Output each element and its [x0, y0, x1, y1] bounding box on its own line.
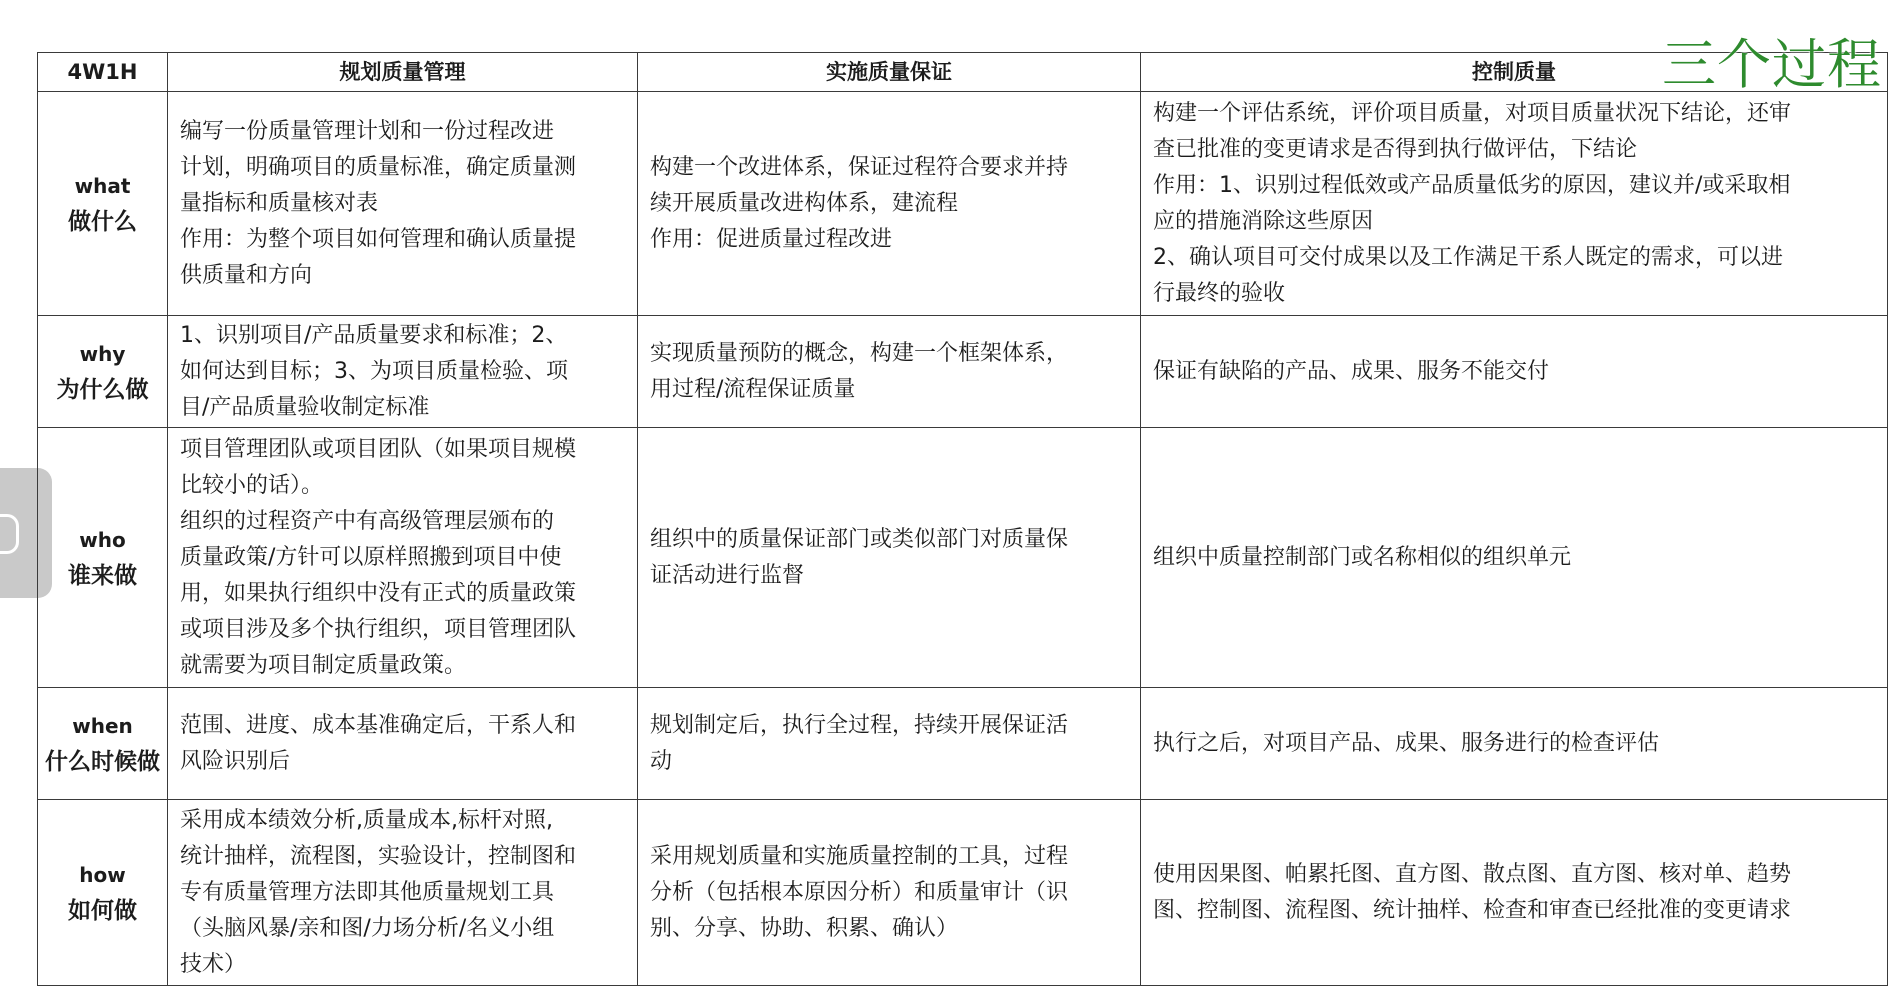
cell-text-line: 量指标和质量核对表	[180, 190, 379, 216]
table-row-how	[38, 800, 1888, 986]
cell-text-line: 构建一个评估系统，评价项目质量，对项目质量状况下结论，还审	[1153, 100, 1792, 126]
cell-when-plan-quality	[168, 688, 638, 800]
overlay-title: 三个过程	[1662, 33, 1882, 96]
row-label-zh: 如何做	[68, 897, 137, 924]
row-label-en: what	[74, 173, 131, 198]
cell-who-perform-qa	[638, 428, 1141, 688]
cell-who-control-quality	[1141, 428, 1888, 688]
cell-text-line: 执行之后，对项目产品、成果、服务进行的检查评估	[1153, 730, 1660, 756]
quality-process-table	[37, 52, 1888, 986]
row-label-what	[38, 92, 168, 316]
cell-text-line: 供质量和方向	[180, 262, 313, 288]
cell-text-line: （头脑风暴/亲和图/力场分析/名义小组	[180, 915, 555, 941]
cell-what-plan-quality	[168, 92, 638, 316]
right-edge	[1889, 0, 1895, 978]
table-row-what	[38, 92, 1888, 316]
cell-what-control-quality	[1141, 92, 1888, 316]
cell-why-plan-quality	[168, 316, 638, 428]
cell-text-line: 风险识别后	[180, 748, 291, 774]
cell-text-line: 就需要为项目制定质量政策。	[180, 652, 467, 678]
cell-text-line: 应的措施消除这些原因	[1153, 208, 1374, 234]
row-label-how	[38, 800, 168, 986]
header-4w1h: 4W1H	[38, 53, 168, 92]
cell-text-line: 作用：1、识别过程低效或产品质量低劣的原因，建议并/或采取相	[1153, 172, 1791, 198]
cell-text-line: 组织中质量控制部门或名称相似的组织单元	[1153, 544, 1572, 570]
row-label-en: how	[79, 862, 126, 887]
cell-text-line: 或项目涉及多个执行组织，项目管理团队	[180, 616, 577, 642]
row-label-when	[38, 688, 168, 800]
table-row-when	[38, 688, 1888, 800]
cell-text-line: 编写一份质量管理计划和一份过程改进	[180, 118, 555, 144]
cell-text-line: 保证有缺陷的产品、成果、服务不能交付	[1153, 358, 1550, 384]
cell-why-control-quality	[1141, 316, 1888, 428]
cell-text-line: 用过程/流程保证质量	[650, 376, 856, 402]
cell-text-line: 1、识别项目/产品质量要求和标准；2、	[180, 322, 568, 348]
cell-text-line: 查已批准的变更请求是否得到执行做评估，下结论	[1153, 136, 1638, 162]
cell-text-line: 比较小的话）。	[180, 472, 324, 498]
cell-text-line: 采用成本绩效分析,质量成本,标杆对照,	[180, 807, 553, 833]
cell-text-line: 证活动进行监督	[650, 562, 805, 588]
cell-text-line: 作用：为整个项目如何管理和确认质量提	[180, 226, 577, 252]
cell-text-line: 使用因果图、帕累托图、直方图、散点图、直方图、核对单、趋势	[1153, 861, 1792, 887]
cell-text-line: 规划制定后，执行全过程，持续开展保证活	[650, 712, 1069, 738]
header-control-quality: 控制质量	[1141, 53, 1888, 92]
row-label-en: who	[79, 527, 126, 552]
cell-how-plan-quality	[168, 800, 638, 986]
cell-text-line: 质量政策/方针可以原样照搬到项目中使	[180, 544, 562, 570]
cell-text-line: 如何达到目标；3、为项目质量检验、项	[180, 358, 568, 384]
row-label-zh: 为什么做	[56, 376, 149, 403]
row-label-who	[38, 428, 168, 688]
cell-when-control-quality	[1141, 688, 1888, 800]
cell-text-line: 采用规划质量和实施质量控制的工具，过程	[650, 843, 1069, 869]
cell-text-line: 计划，明确项目的质量标准，确定质量测	[180, 154, 577, 180]
cell-text-line: 组织中的质量保证部门或类似部门对质量保	[650, 526, 1069, 552]
cell-who-plan-quality	[168, 428, 638, 688]
cell-when-perform-qa	[638, 688, 1141, 800]
cell-text-line: 范围、进度、成本基准确定后，干系人和	[180, 712, 577, 738]
cell-how-perform-qa	[638, 800, 1141, 986]
row-label-zh: 什么时候做	[45, 748, 160, 775]
cell-text-line: 2、确认项目可交付成果以及工作满足干系人既定的需求，可以进	[1153, 244, 1783, 270]
cell-text-line: 统计抽样，流程图，实验设计，控制图和	[180, 843, 577, 869]
row-label-zh: 做什么	[68, 208, 137, 235]
cell-text-line: 图、控制图、流程图、统计抽样、检查和审查已经批准的变更请求	[1153, 897, 1792, 923]
cell-text-line: 目/产品质量验收制定标准	[180, 394, 430, 420]
cell-text-line: 行最终的验收	[1153, 280, 1286, 306]
row-label-zh: 谁来做	[68, 562, 137, 589]
cell-text-line: 组织的过程资产中有高级管理层颁布的	[180, 508, 555, 534]
cell-text-line: 项目管理团队或项目团队（如果项目规模	[180, 436, 577, 462]
hand-icon	[0, 514, 19, 554]
cell-text-line: 动	[650, 748, 673, 774]
cell-what-perform-qa	[638, 92, 1141, 316]
row-label-en: when	[72, 713, 133, 738]
cell-text-line: 专有质量管理方法即其他质量规划工具	[180, 879, 555, 905]
cell-text-line: 用，如果执行组织中没有正式的质量政策	[180, 580, 577, 606]
row-label-en: why	[79, 341, 126, 366]
cell-text-line: 作用：促进质量过程改进	[650, 226, 893, 252]
cell-text-line: 别、分享、协助、积累、确认）	[650, 915, 959, 941]
cell-text-line: 构建一个改进体系，保证过程符合要求并持	[650, 154, 1069, 180]
cell-text-line: 技术）	[180, 951, 247, 977]
table-header-row	[38, 53, 1888, 92]
table-row-why	[38, 316, 1888, 428]
cell-text-line: 实现质量预防的概念，构建一个框架体系，	[650, 340, 1069, 366]
table-row-who	[38, 428, 1888, 688]
cell-how-control-quality	[1141, 800, 1888, 986]
header-plan-quality: 规划质量管理	[168, 53, 638, 92]
cell-text-line: 分析（包括根本原因分析）和质量审计（识	[650, 879, 1069, 905]
cell-text-line: 续开展质量改进构体系，建流程	[650, 190, 959, 216]
cell-why-perform-qa	[638, 316, 1141, 428]
row-label-why	[38, 316, 168, 428]
header-perform-qa: 实施质量保证	[638, 53, 1141, 92]
